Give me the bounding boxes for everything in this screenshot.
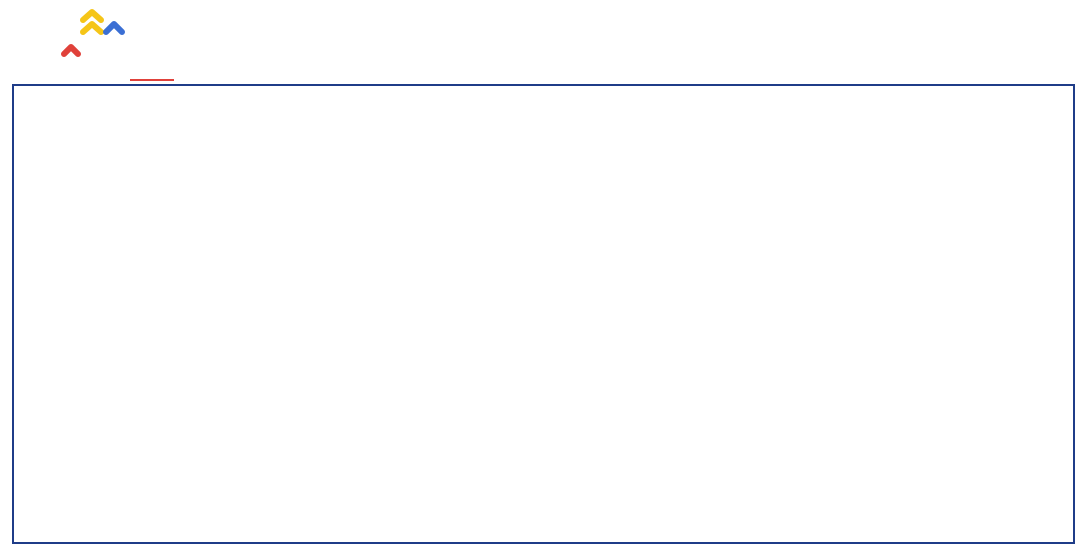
paso-a-paso-logo [56, 6, 186, 82]
chevron-logo-icon [56, 6, 186, 82]
logo-underline [130, 79, 174, 81]
phase-comparison-table [12, 84, 1075, 544]
